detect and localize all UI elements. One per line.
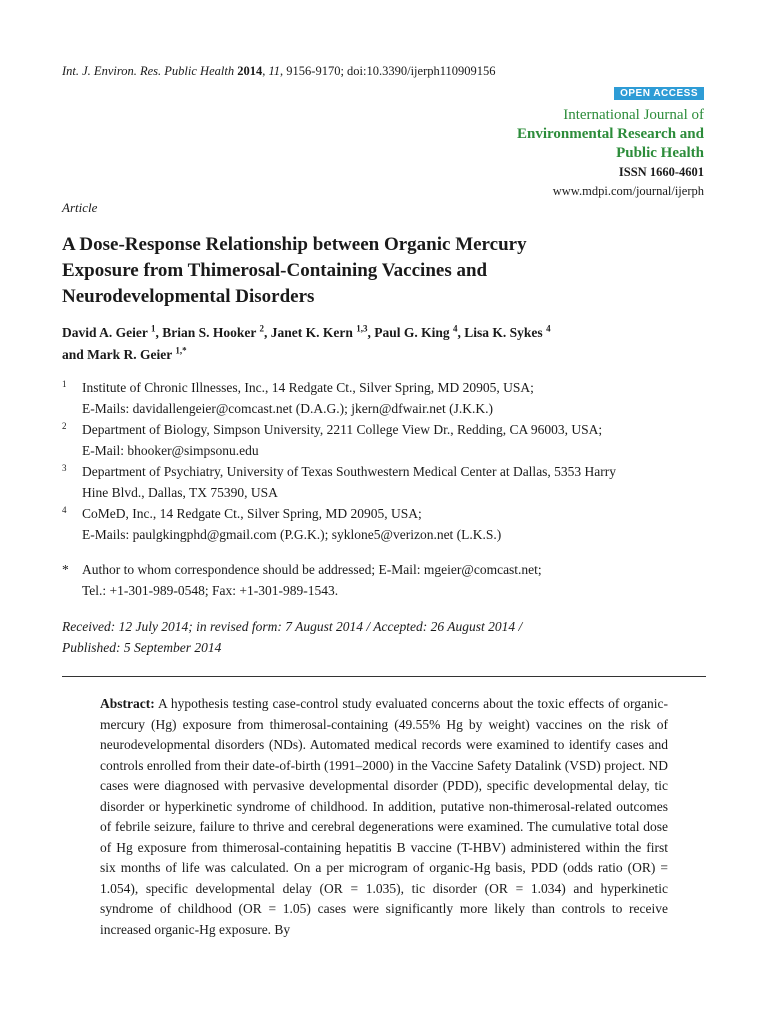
author-list: David A. Geier $^1$, Brian S. Hooker $^2$, Janet K. Kern $^{1,3}$, Paul G. King $^4$, Lisa K. Sykes $^4$ and Mark R. Geier $^{1,*}$ bbox=[62, 323, 551, 362]
article-title bbox=[62, 232, 682, 310]
journal-abbrev: Int. J. Environ. Res. Public Health bbox=[62, 64, 235, 78]
affiliation-line: Hine Blvd., Dallas, TX 75390, USA bbox=[82, 484, 278, 500]
article-type: Article bbox=[62, 200, 98, 215]
correspondence-line: Author to whom correspondence should be addressed; E-Mail: mgeier@comcast.net; bbox=[82, 562, 542, 577]
author-affil-sup: 1,3 bbox=[356, 323, 368, 334]
affiliation-line: Institute of Chronic Illnesses, Inc., 14 Redgate Ct., Silver Spring, MD 20905, USA; bbox=[82, 380, 534, 395]
publication-dates bbox=[62, 616, 662, 658]
author-name: David A. Geier bbox=[62, 325, 148, 340]
affiliation-2 bbox=[62, 420, 712, 461]
section-divider bbox=[62, 676, 706, 677]
affiliation-line: Department of Psychiatry, University of Texas Southwestern Medical Center at Dallas, 5353 Harry bbox=[82, 464, 617, 479]
author-joiner: and bbox=[62, 347, 84, 362]
author-name: Janet K. Kern bbox=[270, 325, 353, 340]
affiliation-1 bbox=[62, 378, 712, 419]
journal-name-line3: Public Health bbox=[616, 145, 704, 161]
abstract-label: Abstract: bbox=[100, 696, 155, 711]
dates-line: Received: 12 July 2014; in revised form: 7 August 2014 / Accepted: 26 August 2014 / bbox=[62, 619, 523, 634]
author-name: Mark R. Geier bbox=[87, 347, 173, 362]
dates-line: Published: 5 September 2014 bbox=[62, 640, 222, 655]
affiliation-number: 4 bbox=[62, 505, 67, 515]
citation-pages-doi: , 9156-9170; doi:10.3390/ijerph110909156 bbox=[280, 64, 496, 78]
affiliation-number: 2 bbox=[62, 421, 67, 431]
affiliation-line: E-Mails: paulgkingphd@gmail.com (P.G.K.); syklone5@verizon.net (L.K.S.) bbox=[82, 526, 502, 542]
correspondence-marker: * bbox=[62, 562, 69, 577]
affiliation-3 bbox=[62, 462, 712, 503]
author-affil-sup: 1,* bbox=[175, 345, 187, 356]
author-affil-sup: 4 bbox=[546, 323, 551, 334]
affiliation-line: CoMeD, Inc., 14 Redgate Ct., Silver Spring, MD 20905, USA; bbox=[82, 506, 422, 521]
author-name: Paul G. King bbox=[374, 325, 450, 340]
journal-block bbox=[517, 106, 704, 201]
correspondence-line: Tel.: +1-301-989-0548; Fax: +1-301-989-1543. bbox=[82, 582, 339, 598]
journal-issn: ISSN 1660-4601 bbox=[618, 165, 704, 179]
affiliation-line: E-Mail: bhooker@simpsonu.edu bbox=[82, 442, 259, 458]
author-affil-sup: 2 bbox=[259, 323, 265, 334]
journal-name-line2: Environmental Research and bbox=[517, 126, 704, 142]
open-access-badge: OPEN ACCESS bbox=[614, 87, 704, 100]
title-line: Exposure from Thimerosal-Containing Vaccines and bbox=[62, 260, 488, 281]
author-affil-sup: 1 bbox=[151, 323, 156, 334]
journal-name-line1: International Journal of bbox=[563, 107, 704, 123]
author-affil-sup: 4 bbox=[453, 323, 458, 334]
affiliation-line: E-Mails: davidallengeier@comcast.net (D.A.G.); jkern@dfwair.net (J.K.K.) bbox=[82, 400, 493, 416]
affiliation-line: Department of Biology, Simpson University, 2211 College View Dr., Redding, CA 96003, USA; bbox=[82, 422, 603, 437]
title-line: A Dose-Response Relationship between Organic Mercury bbox=[62, 234, 527, 255]
author-name: Lisa K. Sykes bbox=[464, 325, 543, 340]
citation-line: Int. J. Environ. Res. Public Health 2014, 11, 9156-9170; doi:10.3390/ijerph110909156 bbox=[62, 64, 496, 78]
abstract bbox=[100, 694, 668, 940]
author-name: Brian S. Hooker bbox=[162, 325, 257, 340]
citation-year: 2014 bbox=[237, 64, 263, 78]
correspondence-note bbox=[62, 560, 712, 601]
affiliation-4 bbox=[62, 504, 712, 545]
affiliation-number: 1 bbox=[62, 379, 67, 389]
abstract-text: A hypothesis testing case-control study evaluated concerns about the toxic effects of organic-mercury (Hg) exposure from thimerosal-containing (49.55% Hg by weight) vaccines on the risk of neurodevelopmental disorders (NDs). Automated medical records were examined to identify cases and controls enrolled from their date-of-birth (1991–2000) in the Vaccine Safety Datalink (VSD) project. ND cases were diagnosed with pervasive developmental disorder (PDD), specific developmental delay, tic disorder or hyperkinetic syndrome of childhood. In addition, putative non-thimerosal-related outcomes of febrile seizure, failure to thrive and cerebral degenerations were examined. The cumulative total dose of Hg exposure from thimerosal-containing hepatitis B vaccine (T-HBV) administered within the first six months of life was calculated. On a per microgram of organic-Hg basis, PDD (odds ratio (OR) = 1.054), specific developmental delay (OR = 1.035), tic disorder (OR = 1.034) and hyperkinetic syndrome of childhood (OR = 1.05) cases were significantly more likely than controls to receive increased organic-Hg exposure. By bbox=[100, 696, 668, 937]
affiliation-number: 3 bbox=[62, 463, 67, 473]
citation-volume: 11 bbox=[268, 64, 281, 78]
title-line: Neurodevelopmental Disorders bbox=[62, 286, 315, 307]
journal-url[interactable]: www.mdpi.com/journal/ijerph bbox=[552, 184, 704, 198]
